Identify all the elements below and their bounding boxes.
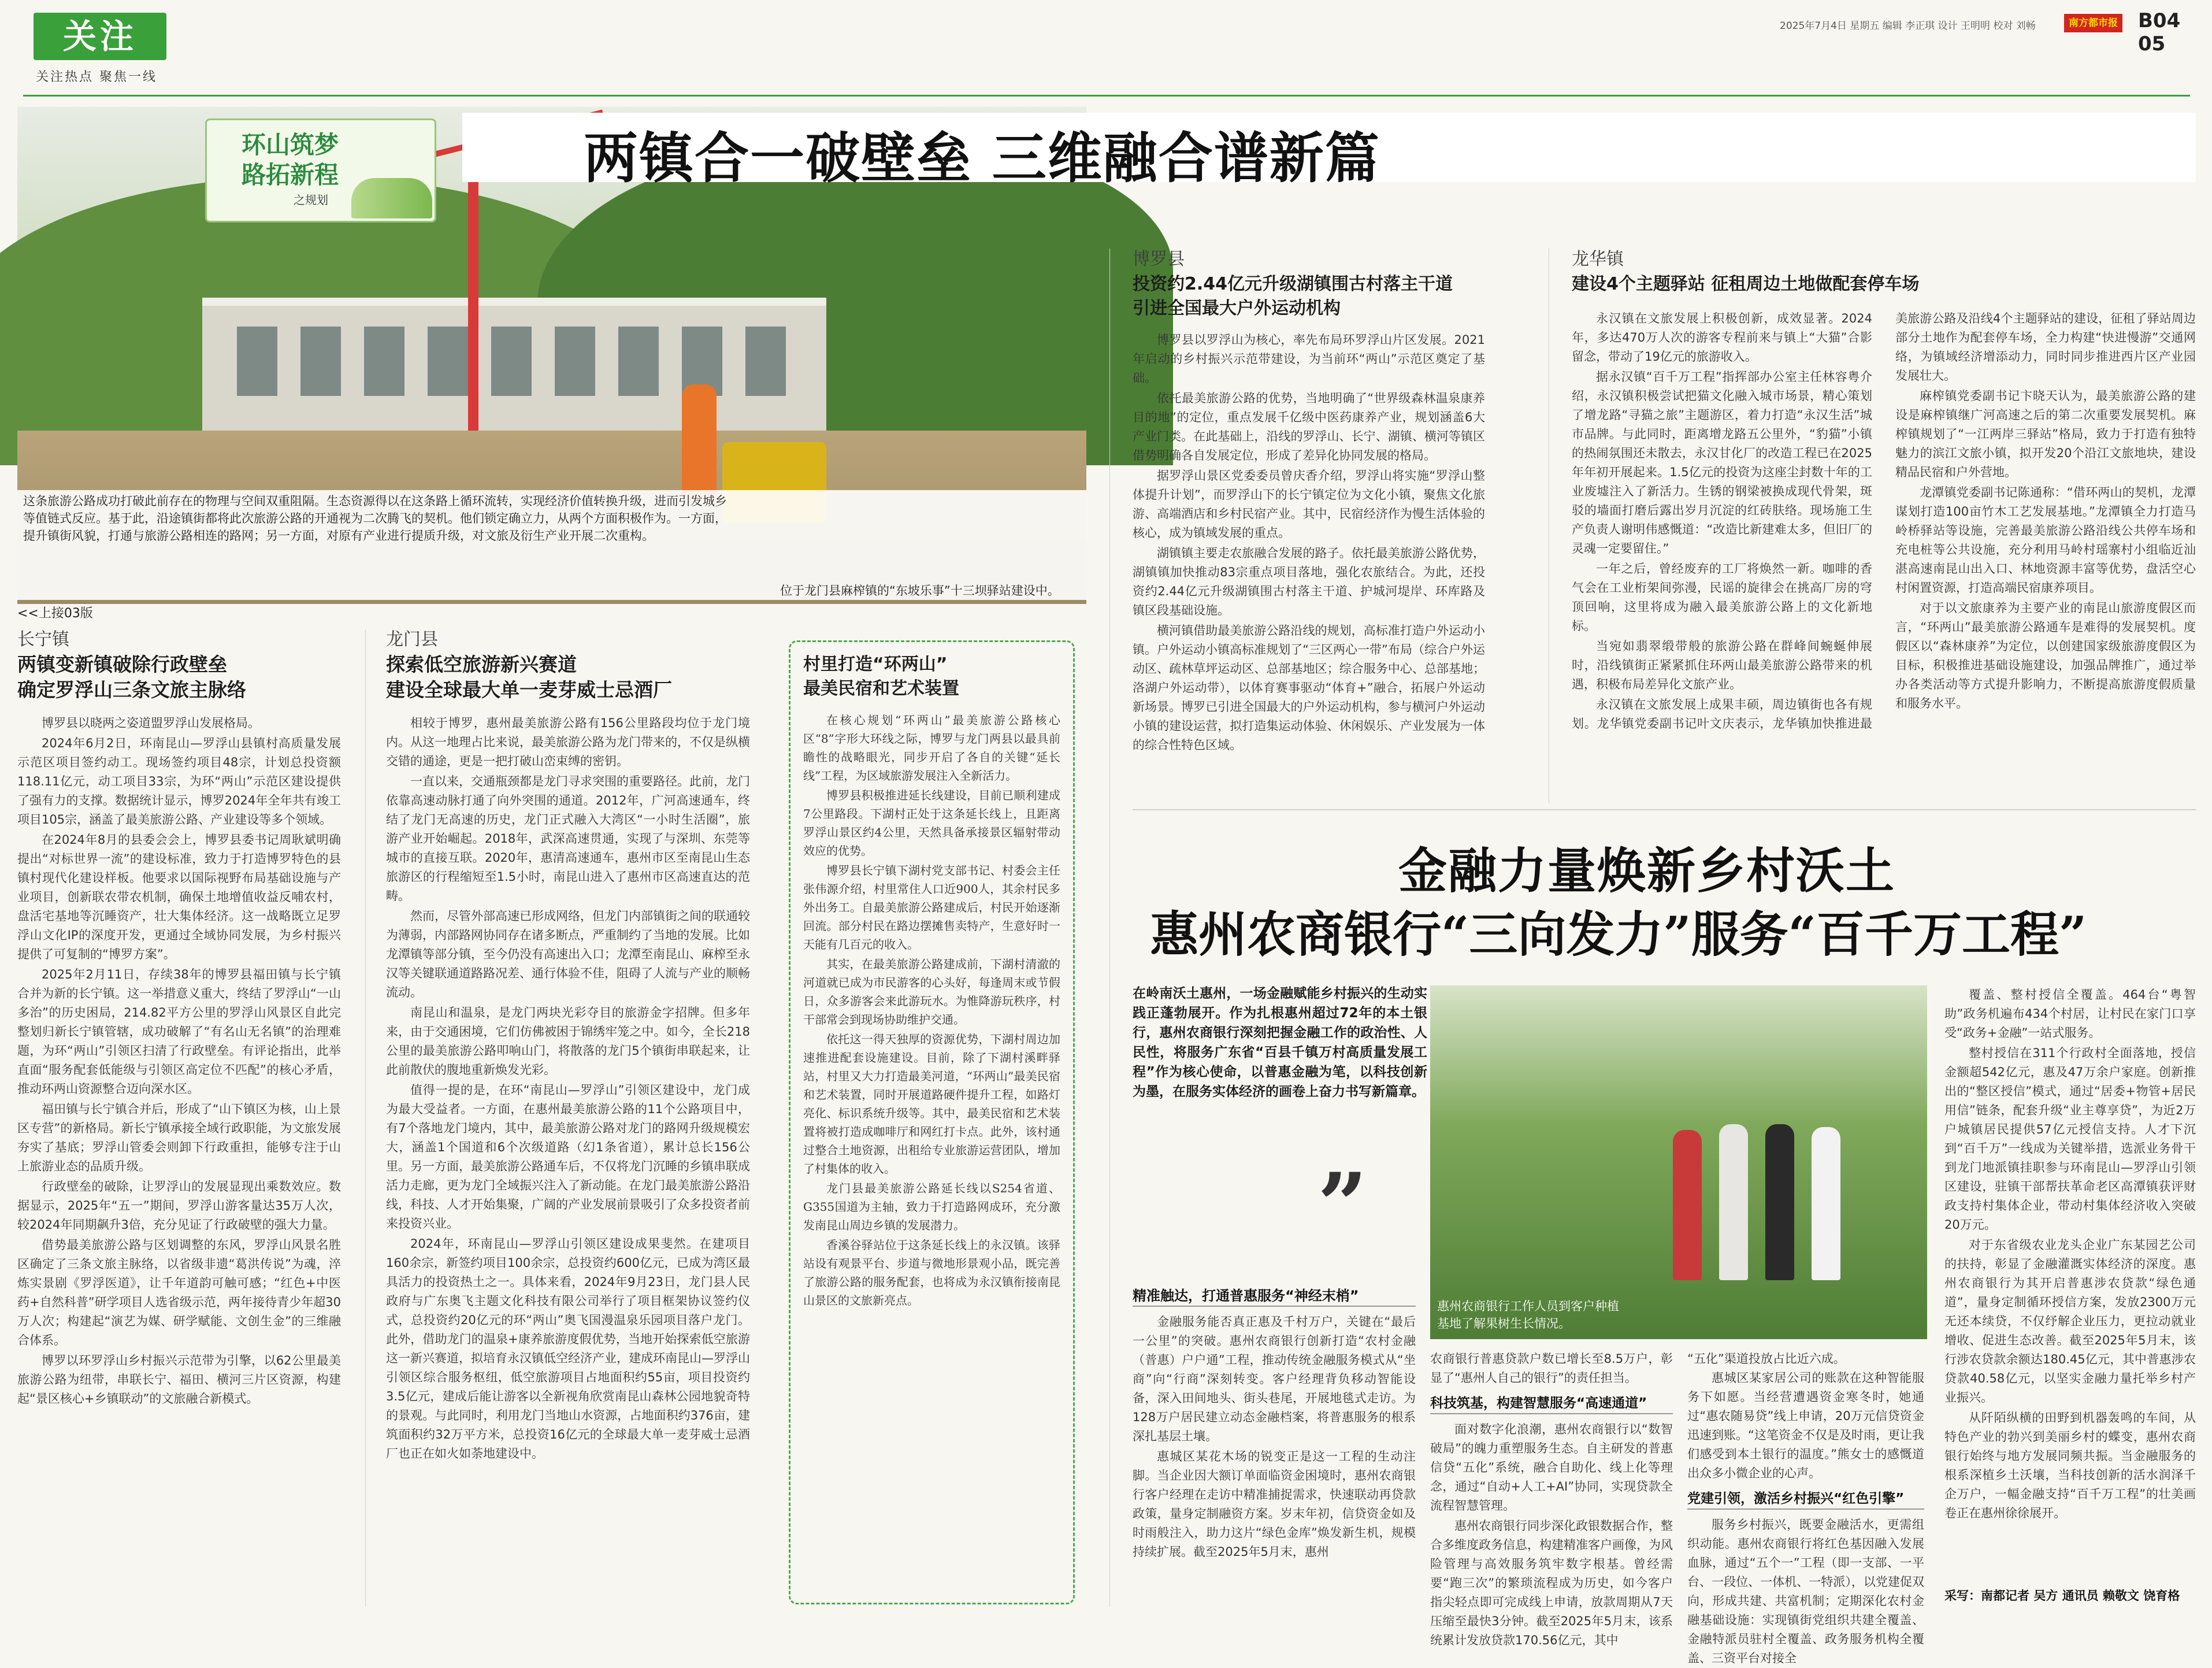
paragraph: 博罗县以罗浮山为核心，率先布局环罗浮山片区发展。2021年启动的乡村振兴示范带建设，为当前环“两山”示范区奠定了基础。 (1133, 333, 1485, 385)
photo-person (1673, 1130, 1702, 1280)
bank-col-4 (1944, 985, 2196, 1581)
paragraph: 相较于博罗，惠州最美旅游公路有156公里路段均位于龙门境内。从这一地理占比来说，最美旅游公路为龙门带来的，不仅是纵横交错的通途，更是一把打破山峦束缚的密钥。 (386, 716, 750, 768)
boluo-town: 博罗县 (1133, 249, 1185, 269)
lead-headline: 两镇合一破壁垒 三维融合谱新篇 (584, 127, 1380, 190)
bank-headline-2: 惠州农商银行“三向发力”服务“百千万工程” (1150, 906, 2087, 963)
lead-photo-caption-text: 这条旅游公路成功打破此前存在的物理与空间双重阻隔。生态资源得以在这条路上循环流转，实现经济价值转换升级，进而引发城乡等值链式反应。基于此，沿途镇街都将此次旅游公路的开通视为二次腾飞的契机。他们锁定确立力，从两个方面积极作为。一方面，提升镇街风貌，打通与旅游公路相连的路网；另一方面，对原有产业进行提质升级，对文旅及衍生产业开展二次重构。 (23, 494, 727, 543)
section-divider (1133, 809, 2196, 810)
badge-illustration (351, 178, 432, 218)
bank-headline-1: 金融力量焕新乡村沃土 (1398, 842, 1896, 899)
bank-credit: 采写：南都记者 吴方 通讯员 赖敬文 饶育格 (1944, 1589, 2180, 1603)
changning-body (17, 714, 341, 1607)
bank-col-3-top: “五化”渠道投放占比近六成。 (1687, 1352, 1846, 1366)
longhua-body (1572, 309, 2196, 805)
paragraph: 博罗县长宁镇下湖村党支部书记、村委会主任张伟源介绍，村里常住人口近900人，其余村民多外出务工。自最美旅游公路建成后，村民开始逐渐回流。部分村民在路边摆摊售卖特产，生意好时一天能有几百元的收入。 (803, 863, 1060, 951)
longhua-town: 龙华镇 (1572, 249, 1624, 269)
paragraph: 麻榨镇党委副书记卞晓天认为，最美旅游公路的建设是麻榨镇继广河高速之后的第二次重要发展契机。麻榨镇规划了“一江两岸三驿站”格局，致力于打造有独特魅力的滨江文旅小镇，拟开发20个沿江文旅地块，建设精品民宿和户外营地。 (1895, 389, 2196, 479)
badge-title-1: 环山筑梦 (242, 131, 339, 159)
paragraph: 面对数字化浪潮，惠州农商银行以“数智破局”的魄力重塑服务生态。自主研发的普惠信贷“五化”系统，融合自助化、线上化等理念，通过“自动+人工+AI”协同，实现贷款全流程智慧管理。 (1430, 1422, 1673, 1513)
paragraph: 据罗浮山景区党委委员曾庆香介绍，罗浮山将实施“罗浮山整体提升计划”，而罗浮山下的长宁镇定位为文化小镇，聚焦文化旅游、高端酒店和乡村民宿产业。其中，民宿经济作为慢生活体验的核心，成为镇域发展的重点。 (1133, 469, 1485, 540)
boluo-head-2: 引进全国最大户外运动机构 (1133, 298, 1341, 318)
bank-col-1-text (1133, 1313, 1416, 1562)
paragraph: 依托最美旅游公路的优势，当地明确了“世界级森林温泉康养目的地”的定位，重点发展千亿级中医药康养产业，规划涵盖6大产业门类。在此基础上，沿线的罗浮山、长宁、湖镇、横河等镇区借势明确各自发展定位，形成了差异化协同发展的格局。 (1133, 391, 1485, 462)
longmen-head-2: 建设全球最大单一麦芽威士忌酒厂 (386, 679, 672, 701)
photo-person (1765, 1124, 1794, 1280)
paragraph: 值得一提的是，在环“南昆山—罗浮山”引领区建设中，龙门成为最大受益者。一方面，在惠州最美旅游公路的11个公路项目中，有7个落地龙门境内，其中，最美旅游公路对龙门的路网升级规模宏大，涵盖1个国道和6个次级道路（幻1条省道），累计总长156公里。另一方面，最美旅游公路通车后，不仅将龙门沉睡的乡镇串联成活力走廊，更为龙门全域振兴注入了新动能。在龙门最美旅游公路沿线，科技、人才开始集聚，广阔的产业发展前景吸引了众多投资者前来投资兴业。 (386, 1083, 750, 1230)
bank-photo (1430, 985, 1927, 1339)
paragraph: 惠城区某家居公司的账款在这种智能服务下如愿。当经营遭遇资金寒冬时，她通过“惠农随易贷”线上申请，20万元信贷资金迅速到账。“这笔资金不仅是及时雨，更让我们感受到本土银行的温度。”熊女士的感慨道出众多小微企业的心声。 (1687, 1371, 1924, 1480)
bank-photo-caption: 惠州农商银行工作人员到客户种植基地了解果树生长情况。 (1437, 1299, 1619, 1330)
brand-logo-text: 南方都市报 (2069, 17, 2118, 29)
paragraph: 对于东省级农业龙头企业广东某园艺公司的扶持，彰显了金融灌溉实体经济的深度。惠州农商银行为其开启普惠涉农贷款“绿色通道”，量身定制循环授信方案，发放2300万元无还本续贷，不仅纾解企业压力，更拉动就业增收、促进生态改善。截至2025年5月末，该行涉农贷款余额达180.45亿元，其中普惠涉农贷款40.58亿元，以坚实金融力量托举乡村产业振兴。 (1944, 1238, 2196, 1404)
paragraph: 在核心规划“环两山”最美旅游公路核心区“8”字形大环线之际，博罗与龙门两县以最具前瞻性的战略眼光，同步开启了各自的关键“延长线”工程，为区域旅游发展注入全新活力。 (803, 713, 1060, 783)
paragraph: 服务乡村振兴，既要金融活水，更需组织动能。惠州农商银行将红色基因融入发展血脉，通过“五个一”工程（即一支部、一平台、一段位、一体机、一特派），以党建促双向，形成共建、共富机制；定期深化农村金融基础设施：实现镇街党组织共建全覆盖、金融特派员驻村全覆盖、政务服务机构全覆盖、三资平台对接全 (1687, 1518, 1924, 1665)
paragraph: 博罗县积极推进延长线建设，目前已顺利建成7公里路段。下湖村正处于这条延长线上，且距离罗浮山景区约4公里，天然具备承接景区辐射带动效应的优势。 (803, 788, 1060, 858)
bank-col-3b-text (1687, 1515, 1924, 1668)
header-meta: 2025年7月4日 星期五 编辑 李正琪 设计 王明明 校对 刘畅 (1780, 20, 2036, 32)
bank-subhead-3: 党建引领，激活乡村振兴“红色引擎” (1687, 1489, 1924, 1510)
section-tag-label: 关注 (62, 17, 137, 56)
paragraph: 惠城区某花木场的锐变正是这一工程的生动注脚。当企业因大额订单面临资金困境时，惠州农商银行客户经理在走访中精准捕捉需求，快速联动再贷款政策，量身定制融资方案。岁末年初，信贷资金如及时雨般注入，助力这片“绿色金库”焕发新生机，规模持续扩展。截至2025年5月末，惠州 (1133, 1450, 1416, 1559)
boluo-head-1: 投资约2.44亿元升级湖镇围古村落主干道 (1133, 274, 1453, 294)
quote-mark-icon: ” (1317, 1154, 1368, 1256)
bank-col-2 (1430, 1350, 1673, 1647)
paragraph: 一直以来，交通瓶颈都是龙门寻求突围的重要路径。此前，龙门依靠高速动脉打通了向外突围的通道。2012年，广河高速通车，终结了龙门无高速的历史，龙门正式融入大湾区“一小时生活圈”，旅游产业开始崛起。2018年，武深高速贯通，实现了与深圳、东莞等城市的直接互联。2020年，惠清高速通车，惠州市区至南昆山生态旅游区的行程缩短至1.5小时，南昆山进入了惠州市区高速直达的范畴。 (386, 774, 750, 903)
bank-subhead-1: 精准触达，打通普惠服务“神经末梢” (1133, 1286, 1416, 1307)
lead-photo-note: 位于龙门县麻榨镇的“东坡乐事”十三坝驿站建设中。 (780, 584, 1060, 598)
tagline: 关注热点 聚焦一线 (36, 70, 157, 84)
paragraph: 然而，尽管外部高速已形成网络，但龙门内部镇街之间的联通较为薄弱，内部路网协同存在诸多断点，严重制约了当地的发展。比如龙潭镇等部分镇，至今仍没有高速出入口；龙潭至南昆山、麻榨至永汉等关键联通道路路况差、通行体验不佳，阻碍了人流与产业的顺畅流动。 (386, 909, 750, 999)
paragraph: 其实，在最美旅游公路建成前，下湖村清澈的河道就已成为市民游客的心头好，每逢周末或节假日，众多游客会来此游玩水。为惟降游玩秩序，村干部常会到现场协助维护交通。 (803, 957, 1060, 1026)
page-number: B04 05 (2138, 9, 2181, 55)
changning-head-2: 确定罗浮山三条文旅主脉络 (17, 679, 246, 701)
boluo-body (1133, 331, 1485, 805)
paragraph: 福田镇与长宁镇合并后，形成了“山下镇区为核，山上景区专营”的新格局。新长宁镇承接全域行政职能，为文旅发展夯实了基底；罗浮山管委会则卸下行政重担，能够专注于山上旅游业态的品质升级。 (17, 1102, 341, 1173)
paragraph: 湖镇镇主要走农旅融合发展的路子。依托最美旅游公路优势，湖镇镇加快推动83宗重点项目落地，强化农旅结合。为此，还投资约2.44亿元升级湖镇围古村落主干道、护城河堤岸、环库路及镇区段基础设施。 (1133, 546, 1485, 617)
bank-col-1 (1133, 1286, 1416, 1607)
series-badge (205, 118, 436, 223)
paragraph: 永汉镇在文旅发展上积极创新，成效显著。2024年，多达470万人次的游客专程前来与镇上“大猫”合影留念，带动了19亿元的旅游收入。 (1572, 312, 1872, 364)
box-body (803, 711, 1060, 1595)
longmen-head-1: 探索低空旅游新兴赛道 (386, 653, 577, 676)
bank-col-3 (1687, 1350, 1924, 1665)
paragraph: 2025年2月11日，存续38年的博罗县福田镇与长宁镇合并为新的长宁镇。这一举措意义重大，终结了罗浮山“一山多治”的历史困局，214.82平方公里的罗浮山风景区自此完整划归新长宁镇管辖，成功破解了“有名山无名镇”的治理难题，为环“两山”引领区扫清了行政壁垒。有评论指出，此举直面“服务配套低能级与引领区高定位不匹配”的核心矛盾，推动环两山资源整合迈向深水区。 (17, 968, 341, 1096)
lead-photo-caption (17, 490, 1086, 600)
bank-col-3-text (1687, 1369, 1924, 1483)
paragraph: 金融服务能否真正惠及千村万户，关键在“最后一公里”的突破。惠州农商银行创新打造“农村金融（普惠）户户通”工程，推动传统金融服务模式从“坐商”向“行商”深刻转变。客户经理背负移动智能设备，深入田间地头、街头巷尾，开展地毯式走访。为128万户居民建立动态金融档案，将普惠服务的根系深扎基层土壤。 (1133, 1315, 1416, 1443)
continued-from: <<上接03版 (17, 606, 93, 621)
bank-subhead-2: 科技筑基，构建智慧服务“高速通道” (1430, 1393, 1673, 1414)
bank-intro: 在岭南沃土惠州，一场金融赋能乡村振兴的生动实践正蓬勃展开。作为扎根惠州超过72年的本土银行，惠州农商银行深刻把握金融工作的政治性、人民性，将服务广东省“百县千镇万村高质量发展工程”作为核心使命，以普惠金融为笔，以科技创新为墨，在服务实体经济的画卷上奋力书写新篇章。 (1133, 986, 1427, 1099)
photo-person (1812, 1127, 1840, 1280)
header-rule (23, 95, 2190, 97)
badge-title-2: 路拓新程 (242, 161, 339, 189)
column-rule (365, 630, 366, 1607)
paragraph: 龙潭镇党委副书记陈通称：“借环两山的契机，龙潭谋划打造100亩竹木工艺发展基地。”龙潭镇全力打造马岭桥驿站等设施，完善最美旅游公路沿线公共停车场和充电桩等公共设施，充分利用马岭村瑶寨村小组临近汕湛高速南昆山出入口、林地资源丰富等优势，盘活空心村闲置资源，打造高端民宿康养项目。 (1895, 485, 2196, 595)
paragraph: 行政壁垒的破除，让罗浮山的发展显现出乘数效应。数据显示，2025年“五一”期间，罗浮山游客量达35万人次，较2024年同期飙升3倍，充分见证了行政破壁的强大力量。 (17, 1180, 341, 1232)
longmen-body (386, 714, 750, 1607)
brand-logo (2064, 14, 2122, 32)
paragraph: 南昆山和温泉，是龙门两块光彩夺目的旅游金字招牌。但多年来，由于交通困境，它们仿佛被困于锦绣牢笼之中。如今，全长218公里的最美旅游公路叩响山门，将散落的龙门5个镇街串联起来，让此前散伏的腹地重新焕发光彩。 (386, 1006, 750, 1077)
changning-head-1: 两镇变新镇破除行政壁垒 (17, 653, 227, 676)
paragraph: 据永汉镇“百千万工程”指挥部办公室主任林容粤介绍，永汉镇积极尝试把猫文化融入城市场景，精心策划了增龙路“寻猫之旅”主题游区，着力打造“永汉生活”城市品牌。与此同时，距离增龙路五公里外，“豹猫”小镇的热闹氛围还未散去，永汉甘化厂的改造工程已在2025年年初开展起来。1.5亿元的投资为这座尘封数十年的工业废墟注入了新活力。生锈的钢梁被换成现代骨架，斑驳的墙面打磨后露出岁月沉淀的红砖肤络。现场施工生产负责人谢明伟感慨道：“改造比新建难太多，但旧厂的灵魂一定要留住。” (1572, 370, 1872, 555)
paragraph: 2024年，环南昆山—罗浮山引领区建设成果斐然。在建项目160余宗，新签约项目100余宗，总投资约600亿元，已成为湾区最具活力的投资热土之一。具体来看，2024年9月23日，龙门县人民政府与广东奥飞主题文化科技有限公司举行了项目框架协议签约仪式，总投资约20亿元的环“两山”奥飞国漫温泉乐园项目落户龙门。此外，借助龙门的温泉+康养旅游度假优势，当地开始探索低空旅游这一新兴赛道，拟培育永汉镇低空经济产业，建成环南昆山—罗浮山引领区综合服务枢纽，低空旅游项目占地面积约55亩，项目投资约3.5亿元，建成后能让游客以全新视角欣赏南昆山森林公园地貌奇特的景观。与此同时，利用龙门当地山水资源，占地面积约376亩，建筑面积约32万平方米，总投资16亿元的全球最大单一麦芽威士忌酒厂也正在如火如荼地建设中。 (386, 1237, 750, 1461)
paragraph: 香溪谷驿站位于这条延长线上的永汉镇。该驿站设有观景平台、步道与微地形景观小品，既完善了旅游公路的服务配套，也将成为永汉镇衔接南昆山景区的文旅新亮点。 (803, 1238, 1060, 1307)
paragraph: 从阡陌纵横的田野到机器轰鸣的车间，从特色产业的勃兴到美丽乡村的蝶变，惠州农商银行始终与地方发展同频共振。当金融服务的根系深植乡土沃壤，当科技创新的活水润泽千企万户，一幅金融支持“百千万工程”的壮美画卷正在惠州徐徐展开。 (1944, 1411, 2196, 1520)
paragraph: 横河镇借助最美旅游公路沿线的规划，高标准打造户外运动小镇。户外运动小镇高标准规划了“三区两心一带”布局（综合户外运动区、疏林草坪运动区、总部基地区；综合服务中心、总部基地；洛湖户外运动带），以体育赛事驱动“体育+”融合，拓展户外运动新场景。博罗已引进全国最大的户外运动机构，参与横河户外运动小镇的建设运营，拟打造集运动体验、休闲娱乐、产业发展为一体的综合性特色区域。 (1133, 624, 1485, 752)
paragraph: 覆盖、整村授信全覆盖。464台“粤智助”政务机遍布434个村居，让村民在家门口享受“政务+金融”一站式服务。 (1944, 988, 2196, 1040)
paragraph: 龙门县最美旅游公路延长线以S254省道、G355国道为主轴，致力于打造路网成环，充分激发南昆山周边乡镇的发展潜力。 (803, 1181, 1060, 1232)
paragraph: 博罗以环罗浮山乡村振兴示范带为引擎，以62公里最美旅游公路为纽带，串联长宁、福田、横河三片区资源，构建起“景区核心+乡镇联动”的文旅融合新模式。 (17, 1354, 341, 1406)
paragraph: 博罗县以晓两之姿道盟罗浮山发展格局。 (42, 716, 260, 730)
box-head-2: 最美民宿和艺术装置 (803, 679, 959, 699)
paragraph: 对于以文旅康养为主要产业的南昆山旅游度假区而言，“环两山”最美旅游公路通车是难得的发展契机。度假区以“森林康养”为定位，以创建国家级旅游度假区为目标，积极推进基础设施建设，加强品牌推广，通过举办各类活动等方式提升影响力，不断提高旅游度假质量和服务水平。 (1895, 601, 2196, 710)
photo-worker (682, 384, 717, 500)
longhua-head-1: 建设4个主题驿站 征租周边土地做配套停车场 (1572, 274, 1920, 294)
paragraph: 当宛如翡翠缎带般的旅游公路在群峰间蜿蜒伸展时，沿线镇街正紧紧抓住环两山最美旅游公路带来的机遇，积极布局差异化文旅产业。 (1572, 639, 1872, 691)
paragraph: 整村授信在311个行政村全面落地，授信金额超542亿元，惠及47万余户家庭。创新推出的“整区授信”模式，通过“居委+物管+居民用信”链条，配套升级“业主尊享贷”，为近2万户城镇居民提供57亿元授信支持。人才下沉到“百千万”一线成为关键举措，选派业务骨干到龙门地派镇挂职参与环南昆山—罗浮山引领区建设，驻镇干部帮扶革命老区高潭镇获评财政支持村集体企业，带动村集体经济收入突破20万元。 (1944, 1046, 2196, 1232)
bank-col-2-text (1430, 1420, 1673, 1650)
longmen-town: 龙门县 (386, 629, 438, 650)
photo-person (1719, 1124, 1748, 1280)
paragraph: 2024年6月2日，环南昆山—罗浮山县镇村高质量发展示范区项目签约动工。现场签约项目48宗，计划总投资额118.11亿元，动工项目33宗，为环“两山”示范区建设提供了强有力的支撑。数据统计显示，博罗2024年全年共有竣工项目105宗，涵盖了最美旅游公路、产业建设等多个领域。 (17, 736, 341, 826)
column-rule (1109, 249, 1110, 1607)
paragraph: 一年之后，曾经废弃的工厂将焕然一新。咖啡的香气会在工业桁架间弥漫，民谣的旋律会在挑高厂房的穹顶回响，这里将成为融入最美旅游公路上的文化新地标。 (1572, 562, 1872, 633)
paragraph: 在2024年8月的县委会会上，博罗县委书记周耿斌明确提出“对标世界一流”的建设标准，致力于打造博罗特色的县镇村现代化建设样板。他要求以国际视野布局基础设施与产业项目，创新联农带农机制，确保土地增值收益反哺农村，盘活宅基地等沉睡资产，壮大集体经济。这一战略既立足罗浮山文化IP的深度开发，更通过全域协同发展，为乡村振兴提供了可复制的“博罗方案”。 (17, 833, 341, 961)
section-tag (34, 13, 166, 60)
paragraph: 借势最美旅游公路与区划调整的东风，罗浮山风景名胜区确定了三条文旅主脉络，以省级非遗“葛洪传说”为魂，淬炼实景剧《罗浮医道》，让千年道韵可触可感；“红色+中医药+自然科普”研学项目人选省级示范，两年接待青少年超30万人次；构建起“演艺为媒、研学赋能、文创生金”的三维融合体系。 (17, 1238, 341, 1347)
paragraph: 惠州农商银行同步深化政银数据合作，整合多维度政务信息，构建精准客户画像，为风险管理与高效服务筑牢数字根基。曾经需要“跑三次”的繁琐流程成为历史，如今客户指尖轻点即可完成线上申请，放款周期从7天压缩至最快3分钟。截至2025年5月末，该系统累计发放贷款170.56亿元，其中 (1430, 1519, 1673, 1647)
box-head-1: 村里打造“环两山” (803, 654, 948, 674)
paragraph: 依托这一得天独厚的资源优势，下湖村周边加速推进配套设施建设。目前，除了下湖村溪畔驿站，村里又大力打造最美河道，“环两山”最美民宿和艺术装置，同时开展道路硬件提升工程，如路灯亮化、标识系统升级等。其中，最美民宿和艺术装置将被打造成咖啡厅和网红打卡点。此外，该村通过整合土地资源，出租给专业旅游运营团队，增加了村集体的收入。 (803, 1032, 1060, 1176)
changning-town: 长宁镇 (17, 629, 69, 650)
badge-sub: 之规划 (294, 193, 328, 207)
bank-col-2-top: 农商银行普惠贷款户数已增长至8.5万户，彰显了“惠州人自己的银行”的责任担当。 (1430, 1352, 1673, 1385)
paragraph: 永汉镇在文旅发展上成果丰硕，周边镇街也各有规划。龙华镇党委副书记叶文庆表示，龙华镇加快推进最美旅游公路及沿线4个主题驿站的建设，征租了驿站周边部分土地作为配套停车场，全力构建“快进慢游”交通网络，为镇域经济增添动力，同时同步推进西片区产业园发展壮大。 (1572, 312, 2196, 731)
